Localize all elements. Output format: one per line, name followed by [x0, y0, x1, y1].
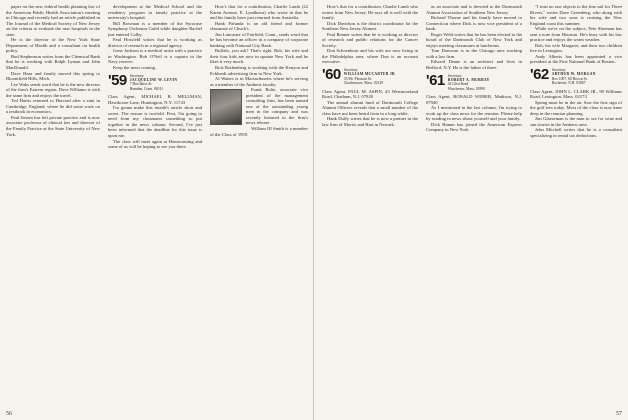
paragraph: Rick Rothenberg is working with the Kenyon and Eckhardt advertising firm in New York.: [210, 65, 308, 76]
paragraph: Dick Davidson is the district coordinator for the Southern New Jersey Alumni.: [322, 20, 418, 32]
right-column-3: [530, 4, 622, 396]
paragraph: Al Waters is in Massachusetts where he's serving as a member of the Amherst faculty.: [210, 76, 308, 87]
class-heading-1962: [530, 68, 622, 86]
class-agent-line: Class Agent, RONALD WEBER, Madison, N.J. 07940: [426, 94, 522, 105]
paragraph: As I mentioned in the last column, I'm trying to work up the class news for the reunion. Please help by sending in news about yourself and your family.: [426, 105, 522, 122]
secretary-role: Secretary: [551, 68, 566, 73]
secretary-address-line: 34 Glen Road: [447, 82, 469, 87]
class-year: '61: [426, 71, 445, 89]
paragraph: Dick Hamm has joined the American Express Company in New York.: [426, 121, 522, 133]
paragraph: The annual alumni fund of Dartmouth College Alumni Officers reveals that a small number of the class have not been heard from in a long while.: [322, 99, 418, 116]
paragraph: Don Schoenborn and his wife are now living in the Philadelphia area, where Don is an account executive.: [322, 48, 418, 65]
paragraph: Buffalo, you ask? That's right. Bob, his wife and their four kids are now in upstate New York and he likes it very much.: [210, 48, 308, 65]
paragraph: How's that for a contribution, Charlie Lamb who writes from New Jersey. He says all is well with the family.: [322, 4, 418, 21]
paragraph: Tom Donovan is in the Chicago area working with a law firm.: [426, 48, 522, 59]
class-secretary-block: [448, 74, 490, 92]
secretary-role: Secretary: [447, 73, 462, 78]
paragraph: Bill Bowman is a member of the Syracuse Symphony Orchestra Guild while daughter Rachel just entered Colby.: [108, 20, 202, 37]
paragraph: Jim Glaeseman is the man to see for wine and sun stories in the Amherst area.: [530, 116, 622, 127]
left-column-1: [6, 4, 100, 396]
class-secretary-block: [130, 74, 178, 92]
paragraph: as an associate and is devoted to the Dartmouth Alumni Association of Southern New Jersey.: [426, 4, 522, 15]
paragraph: While we're on the subject, Pete Sherman has sent a note from Houston. He's busy with his law practice and enjoys the warm weather.: [530, 26, 622, 43]
paragraph: He is the director of the New York State Department of Health and a consultant on health policy.: [6, 37, 100, 54]
paragraph: Keep the news coming.: [113, 65, 157, 71]
paragraph: William III Smith is a member of the Class of 1959.: [210, 126, 308, 137]
paragraph: development at the Medical School and the residency program in family practice at the university's hospital.: [108, 4, 202, 21]
paragraph: Roger Weld writes that he has been elected to the board of the Dartmouth Club of New York and enjoys meeting classmates at luncheons.: [426, 31, 522, 48]
right-column-1: [322, 4, 418, 396]
class-heading-1960: [322, 68, 418, 86]
paragraph: Bob, his wife Margaret, and their two children live in Lexington.: [530, 42, 622, 54]
paragraph: paper on the new federal health planning law of the American Public Health Association's meeting in Chicago and recently had an article published in The Journal of the Medical Society of New Jersey on the criteria to evaluate the new hospitals in the state.: [6, 4, 100, 37]
paragraph: "I trust no one objects to the fine sail for Three Rivers," writes Dave Greenberg, who along with his wife and two sons is cruising the New England coast this summer.: [530, 4, 622, 26]
secretary-address-line: Charlestown, Mass. 02129: [343, 81, 384, 86]
class-heading-1961: [426, 71, 522, 92]
paragraph: Hank Pafunda is an old friend and former classmate of Chuck's.: [210, 20, 308, 32]
class-year: '59: [108, 71, 127, 89]
page-number: 57: [616, 411, 622, 417]
secretary-name: ARTHUR W. MORGAN: [551, 72, 596, 77]
right-column-2: [426, 4, 522, 396]
paragraph: Dave Haas and family moved this spring to Bloomfield Hills, Mich.: [6, 70, 100, 82]
paragraph: Edward Deane is an architect and lives in Bedford, N.Y. He is the father of three.: [426, 59, 522, 71]
paragraph: Jim Lancaster of Fairfield, Conn., sends word that he has become an officer in a company of corporate banking with National City Bank.: [210, 31, 308, 48]
class-year: '60: [322, 66, 341, 84]
secretary-name: ROBERT A. MURRAY: [447, 77, 490, 82]
paragraph: Paul Jensen has left private practice and is now associate professor of clinical law and director of the Family Practice at the State University of New York.: [6, 114, 100, 137]
secretary-role: Secretary: [129, 73, 144, 78]
page-number: 56: [6, 411, 12, 417]
secretary-address-line: 7 Hotchkiss St.: [129, 82, 153, 87]
paragraph: Frank Bolte, associate vice president of the management consulting firm, has been named one of the outstanding young men in the company and was recently featured in the firm's news release.: [246, 87, 308, 126]
paragraph: Paul Hossfeld writes that he is working as director of research in a regional agency.: [108, 37, 202, 48]
class-secretary-block: [344, 68, 395, 86]
secretary-name: WILLIAM MCCARTER JR: [343, 72, 396, 77]
paragraph: Paul Renner writes that he is working as director of research and public relations for the Cancer Society.: [322, 31, 418, 48]
portrait-photo: [210, 89, 242, 125]
paragraph: The class will meet again at Homecoming and some of us will be hoping to see you there.: [108, 138, 202, 150]
paragraph: I'm gonna make this month's article short and sweet. The reason is twofold. First, I'm going to need from my classmates something to put together in the news column. Second, I've just been informed that the deadline for this issue is upon me.: [108, 105, 202, 139]
secretary-address-line: 35 Mt. Pleasant St.: [343, 76, 372, 81]
left-column-2: [108, 4, 202, 396]
class-agent-line: Class Agent, JOHN L. CLARK JR., 90 Williams Road, Lexington, Mass. 02173: [530, 88, 622, 100]
right-page: [314, 0, 628, 420]
class-year: '62: [530, 66, 549, 84]
class-agent-line: Class Agent, PAUL M. ASPIN, 43 Westmoreland Road, Chatham, N.J. 07928: [322, 88, 418, 100]
secretary-address-line: Winchester, Mass. 01890: [447, 86, 485, 91]
paragraph: Bud Stephenson writes from the Chemical Bank that he is working with Ralph Lyman and John MacDonald.: [6, 53, 100, 71]
class-secretary-block: [552, 68, 596, 86]
paragraph: Richard Thorne and his family have moved to Connecticut where Dick is now vice president of a bank.: [426, 15, 522, 32]
paragraph: Gene Jackson is a medical artist with a practice in Washington. Bob O'Neil is a captain in the Navy reserve.: [108, 48, 202, 65]
paragraph: Andy Alberts has been appointed a vice president at the First National Bank of Boston.: [530, 53, 622, 65]
secretary-role: Secretary: [343, 68, 358, 73]
paragraph: Spring must be in the air. Saw the first sign of the golf tees today. Most of the class is now knee deep in the reunion planning.: [530, 99, 622, 116]
paragraph: Ted Harris returned to Harvard after a stint in Cambridge, England, where he did some work on a textbook in economics.: [6, 98, 100, 115]
secretary-address-line: Rochester, N.H. 03867: [551, 81, 586, 86]
class-heading-1959: [108, 71, 202, 92]
paragraph: How's that for a contribution, Charlie Lamb (22 Karen Avenue, E. Lyndhurst) who wrote in that he and his family have just returned from Australia.: [210, 4, 308, 21]
paragraph: Hank Duffy writes that he is now a partner in the law firm of Morris and Hart in Newark.: [322, 116, 418, 127]
secretary-name: JACQUELINE W. LEVIN: [129, 77, 178, 82]
left-column-3: [210, 4, 308, 396]
secretary-address-line: Box 1007, 60 Brown St.: [551, 76, 588, 81]
secretary-address-line: Hamden, Conn. 06511: [129, 86, 164, 91]
class-agent-line: Class Agent, MICHAEL R. MELLMAN, Hawthorne Lane, Huntington, N.Y. 11743: [108, 94, 202, 105]
paragraph: John Mitchell writes that he is a consultant specializing in rental tax deductions.: [530, 127, 622, 139]
paragraph: Lee Waks sends word that he is the new director of the firm's Eastern region. Dave Williams is with the same firm and enjoys the travel.: [6, 81, 100, 98]
